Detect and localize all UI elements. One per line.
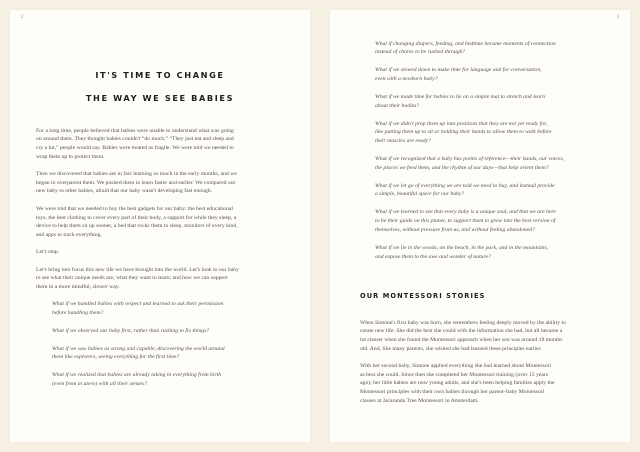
text-line: began to overparent them. We pushed them to learn faster and earlier. We compared our <box>36 179 236 186</box>
question-paragraph <box>375 182 564 199</box>
text-line: Montessori principles with their own babies through her parent–baby Montessori <box>360 389 545 396</box>
page-number: 3 <box>616 15 619 20</box>
text-line: lot clearer when she found the Montessori approach when her son was around 18 months <box>360 336 563 343</box>
text-line: What if we didn't prop them up into positions that they are not yet ready for, <box>375 120 548 127</box>
text-line: their muscles are ready? <box>375 138 431 145</box>
questions-list <box>52 300 225 398</box>
question-paragraph <box>52 327 225 336</box>
text-line: What if we lie in the woods, on the beach, in the park, and in the mountains, <box>375 244 549 251</box>
text-line: Let's bring into focus this new life we have brought into the world. Let's look to our baby <box>36 266 239 273</box>
text-line: before handling them? <box>52 309 104 316</box>
question-paragraph <box>52 371 225 388</box>
questions-list <box>375 40 564 271</box>
right-page <box>330 10 630 442</box>
paragraph <box>36 266 239 292</box>
text-line: and expose them to the awe and wonder of nature? <box>375 253 491 260</box>
text-line: (even from in utero) with all their senses? <box>52 381 147 388</box>
text-line: What if we let go of everything we are told we need to buy, and instead provide <box>375 182 555 189</box>
text-line: What if we realized that babies are already taking in everything from birth <box>52 372 222 379</box>
question-paragraph <box>375 244 564 261</box>
question-paragraph <box>375 208 564 234</box>
text-line: wrap them up to protect them. <box>36 153 105 160</box>
text-line: on around them. They thought babies couldn't “do much.” “They just eat and sleep and <box>36 136 234 143</box>
text-line: What if we handled babies with respect and learned to ask their permission <box>52 301 224 307</box>
question-paragraph <box>52 345 225 362</box>
paragraph <box>36 248 239 257</box>
text-line: the places we feed them, and the rhythm of our days—that help orient them? <box>375 164 549 171</box>
text-line: create new life. She did the best she could with the information she had, but all became a <box>360 328 563 335</box>
text-line: like putting them up to sit or holding their hands to allow them to walk before <box>375 129 552 136</box>
question-paragraph <box>375 66 564 83</box>
text-line: a simple, beautiful space for our baby? <box>375 191 465 198</box>
text-line: old. And, like many parents, she wished she had learned these principles earlier. <box>360 345 542 352</box>
question-paragraph <box>375 40 564 57</box>
text-line: What if we learned to see that every baby is a unique soul, and that we are here <box>375 209 556 216</box>
text-line: What if changing diapers, feeding, and bedtime became moments of connection <box>375 40 556 47</box>
text-line: to see what their unique needs are; what they want to learn; and how we can support <box>36 275 228 282</box>
text-line: What if we observed our baby first, rather than rushing to fix things? <box>52 327 210 334</box>
text-line: instead of chores to be rushed through? <box>375 49 466 56</box>
page-number: 2 <box>21 15 24 20</box>
question-paragraph <box>375 155 564 172</box>
text-line: We were told that we needed to buy the best gadgets for our baby: the best educational <box>36 205 233 212</box>
text-line: even with a newborn baby? <box>375 75 438 82</box>
text-line: themselves, without pressure from us, and without feeling abandoned? <box>375 226 535 233</box>
question-paragraph <box>375 93 564 110</box>
text-line: toys, the best clothing to cover every part of their body, a support for while they sleep, a <box>36 214 237 221</box>
question-paragraph <box>375 120 564 146</box>
text-line: What if we saw babies as strong and capable, discovering the world around <box>52 345 225 352</box>
text-line: Let's stop. <box>36 249 60 256</box>
paragraph <box>360 362 566 406</box>
section-heading: OUR MONTESSORI STORIES <box>360 292 486 300</box>
chapter-title-line-2: THE WAY WE SEE BABIES <box>85 93 235 103</box>
text-line: as best she could. Since then she completed her Montessori training (over 15 years <box>360 371 548 378</box>
text-line: about their bodies? <box>375 102 420 109</box>
text-line: device to help them sit up sooner, a bed that rocks them to sleep, monitors of every kind, <box>36 223 238 230</box>
text-line: When Simone's first baby was born, she remembers feeling deeply moved by the ability to <box>360 319 566 326</box>
text-line: them in a more mindful, slower way. <box>36 284 120 291</box>
text-line: With her second baby, Simone applied everything she had learned about Montessori <box>360 363 552 369</box>
text-line: classes at Jacaranda Tree Montessori in Amsterdam. <box>360 397 479 404</box>
body-text <box>36 127 239 301</box>
text-line: Then we discovered that babies are in fact learning so much in the early months, and we <box>36 171 237 177</box>
text-line: them like explorers, seeing everything for the first time? <box>52 354 180 361</box>
paragraph <box>36 170 239 196</box>
paragraph <box>36 127 239 162</box>
text-line: new baby to other babies, afraid that our baby wasn't developing fast enough. <box>36 188 213 195</box>
chapter-title-line-1: IT'S TIME TO CHANGE <box>95 70 225 80</box>
text-line: cry a lot,” people would say. Babies were treated as fragile. We were told we needed to <box>36 144 234 151</box>
text-line: to be their guide on this planet, to support them to grow into the best version of <box>375 218 556 225</box>
paragraph <box>360 319 566 354</box>
question-paragraph <box>52 300 225 317</box>
text-line: For a long time, people believed that babies were unable to understand what was going <box>36 127 234 134</box>
text-line: ago); her little babies are now young adults, and she's been helping families apply the <box>360 380 555 387</box>
text-line: and apps to track everything. <box>36 231 102 238</box>
text-line: What if we slowed down to make time for language and for conversation, <box>375 67 542 74</box>
paragraph <box>36 205 239 240</box>
text-line: What if we recognized that a baby has points of reference—their hands, our voices, <box>375 156 565 163</box>
left-page <box>10 10 310 442</box>
text-line: What if we made time for babies to lie on a simple mat to stretch and learn <box>375 93 546 100</box>
body-text <box>360 319 566 415</box>
